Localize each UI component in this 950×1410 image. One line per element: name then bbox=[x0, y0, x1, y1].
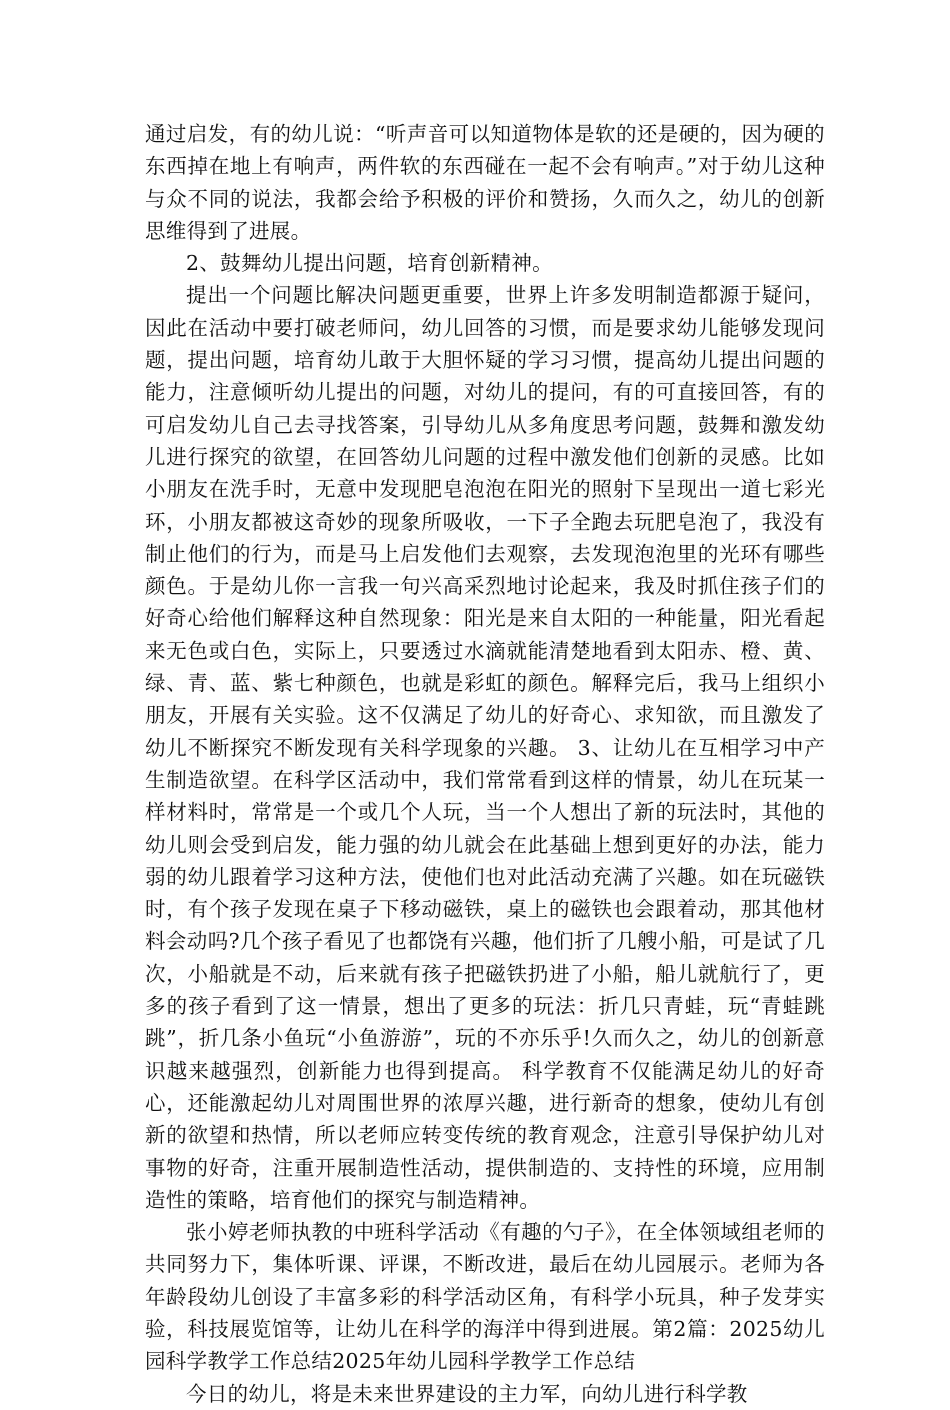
paragraph-future-builders: 今日的幼儿，将是未来世界建设的主力军，向幼儿进行科学教 bbox=[186, 1381, 748, 1406]
paragraph-questions-and-learning: 提出一个问题比解决问题更重要，世界上许多发明制造都源于疑问，因此在活动中要打破老师问，幼儿回答的习惯，而是要求幼儿能够发现问题，提出问题，培育幼儿敢于大胆怀疑的学习习惯，提高幼儿提出问题的能力，注意倾听幼儿提出的问题，对幼儿的提问，有的可直接回答，有的可启发幼儿自己去寻找答案，引导幼儿从多角度思考问题，鼓舞和激发幼儿进行探究的欲望，在回答幼儿问题的过程中激发他们创新的灵感。比如小朋友在洗手时，无意中发现肥皂泡泡在阳光的照射下呈现出一道七彩光环，小朋友都被这奇妙的现象所吸收，一下子全跑去玩肥皂泡了，我没有制止他们的行为，而是马上启发他们去观察，去发现泡泡里的光环有哪些颜色。于是幼儿你一言我一句兴高采烈地讨论起来，我及时抓住孩子们的好奇心给他们解释这种自然现象：阳光是来自太阳的一种能量，阳光看起来无色或白色，实际上，只要透过水滴就能清楚地看到太阳赤、橙、黄、绿、青、蓝、紫七种颜色，也就是彩虹的颜色。解释完后，我马上组织小朋友，开展有关实验。这不仅满足了幼儿的好奇心、求知欲，而且激发了幼儿不断探究不断发现有关科学现象的兴趣。 3、让幼儿在互相学习中产生制造欲望。在科学区活动中，我们常常看到这样的情景，幼儿在玩某一样材料时，常常是一个或几个人玩，当一个人想出了新的玩法时，其他的幼儿则会受到启发，能力强的幼儿就会在此基础上想到更好的办法，能力弱的幼儿跟着学习这种方法，使他们也对此活动充满了兴趣。如在玩磁铁时，有个孩子发现在桌子下移动磁铁，桌上的磁铁也会跟着动，那其他材料会动吗?几个孩子看见了也都饶有兴趣，他们折了几艘小船，可是试了几次，小船就是不动，后来就有孩子把磁铁扔进了小船，船儿就航行了，更多的孩子看到了这一情景，想出了更多的玩法：折几只青蛙，玩“青蛙跳跳”，折几条小鱼玩“小鱼游游”，玩的不亦乐乎!久而久之，幼儿的创新意识越来越强烈，创新能力也得到提高。 科学教育不仅能满足幼儿的好奇心，还能激起幼儿对周围世界的浓厚兴趣，进行新奇的想象，使幼儿有创新的欲望和热情，所以老师应转变传统的教育观念，注意引导保护幼儿对事物的好奇，注重开展制造性活动，提供制造的、支持性的环境，应用制造性的策略，培育他们的探究与制造精神。 bbox=[145, 283, 825, 1212]
paragraph-encouragement-result: 通过启发，有的幼儿说：“听声音可以知道物体是软的还是硬的，因为硬的东西掉在地上有响声，两件软的东西碰在一起不会有响声。”对于幼儿这种与众不同的说法，我都会给予积极的评价和赞扬，久而久之，幼儿的创新思维得到了进展。 bbox=[145, 122, 825, 243]
heading-encourage-questions: 2、鼓舞幼儿提出问题，培育创新精神。 bbox=[186, 251, 553, 276]
paragraph-spoon-activity: 张小婷老师执教的中班科学活动《有趣的勺子》，在全体领域组老师的共同努力下，集体听课、评课，不断改进，最后在幼儿园展示。老师为各年龄段幼儿创设了丰富多彩的科学活动区角，有科学小玩具，种子发芽实验，科技展览馆等，让幼儿在科学的海洋中得到进展。第2篇：2025幼儿园科学教学工作总结2025年幼儿园科学教学工作总结 bbox=[145, 1220, 825, 1374]
document-body bbox=[145, 118, 825, 1410]
